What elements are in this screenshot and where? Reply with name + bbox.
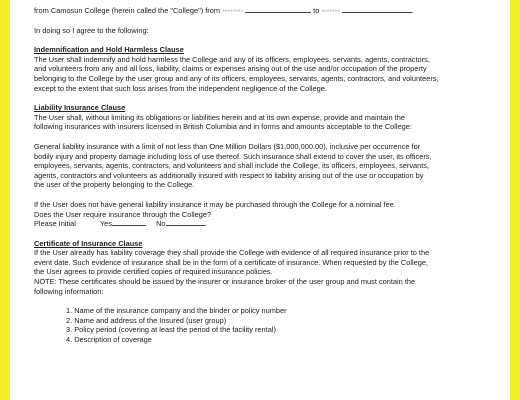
text-line: NOTE: These certificates should be issued by the insurer or insurance broker of the user group and must contain the	[34, 277, 416, 287]
text-line: event date. Such evidence of insurance shall be in the form of a certificate of insurance. When requested by the College,	[34, 257, 428, 267]
text-line: except to the extent that such loss arises from the independent negligence of the College.	[34, 83, 327, 93]
text-line: following information:	[34, 286, 104, 296]
from-date-blank: ▪▪▪▪▪▪▪▪	[222, 6, 244, 15]
no-initial-field[interactable]	[166, 225, 206, 226]
text-line: General liability insurance with a limit of not less than One Million Dollars ($1,000,000.00), inclusive per occurrence for	[34, 141, 421, 151]
text-line: and volunteers from any and all loss, liability, claims or expenses arising out of the use and/or occupation of the property	[34, 64, 427, 74]
text-line: agents, contractors and volunteers as additionally insured with respect to liability arising out of the use or occupation by	[34, 170, 424, 180]
initial-line	[34, 219, 486, 229]
liability-heading: Liability Insurance Clause	[34, 103, 126, 113]
required-info-list	[34, 306, 486, 344]
list-item: 2. Name and address of the Insured (user group)	[66, 315, 227, 325]
text-line: The User shall, without limiting its obligations or liabilities herein and at its own expense, provide and maintain the	[34, 112, 405, 122]
certificate-paragraph	[34, 248, 486, 296]
list-item: 4. Description of coverage	[66, 335, 152, 345]
text-line: If the User does not have general liability insurance it may be purchased through the College for a nominal fee.	[34, 199, 396, 209]
intro-line	[34, 6, 486, 16]
indemnification-heading: Indemnification and Hold Harmless Clause	[34, 45, 184, 55]
spacer	[34, 296, 486, 306]
document-body	[34, 6, 486, 345]
text-line: belonging to the College by the user group and any of its officers, employees, servants, agents, contractors, and volunteers,	[34, 73, 439, 83]
indemnification-paragraph	[34, 55, 486, 93]
spacer	[34, 132, 486, 142]
intro-to: to	[313, 6, 320, 15]
list-item: 3. Policy period (covering at least the period of the facility rental)	[66, 325, 276, 335]
to-date-blank: ▪▪▪▪▪▪▪	[321, 6, 340, 15]
text-line: The User shall indemnify and hold harmless the College and any of its officers, employees, servants, agents, contractors,	[34, 54, 430, 64]
liability-paragraph-3	[34, 200, 486, 219]
yes-label: Yes	[99, 219, 112, 229]
spacer	[34, 190, 486, 200]
text-line: following insurances with insurers licensed in British Columbia and in forms and amounts acceptable to the College:	[34, 122, 412, 132]
text-line: If the User already has liability coverage they shall provide the College with evidence of all required insurance prior to the	[34, 248, 430, 258]
text-line: Does the User require insurance through the College?	[34, 209, 212, 219]
yes-initial-field[interactable]	[112, 225, 146, 226]
text-line: bodily injury and property damage including loss of use thereof. Such insurance shall extend to cover the user, its officers,	[34, 151, 432, 161]
from-date-line	[245, 12, 311, 13]
spacer	[34, 229, 486, 239]
document-page	[10, 0, 510, 400]
spacer	[34, 35, 486, 45]
agree-line: In doing so I agree to the following:	[34, 25, 149, 35]
liability-paragraph-2	[34, 142, 486, 190]
initial-label: Please Initial	[34, 219, 76, 229]
intro-prefix: from Camosun College (herein called the "College") from	[34, 6, 220, 15]
certificate-heading: Certificate of Insurance Clause	[34, 238, 143, 248]
spacer	[34, 93, 486, 103]
intro-suffix: .	[411, 6, 414, 15]
text-line: the user of the property belonging to the College.	[34, 180, 195, 190]
text-line: employees, servants, agents, contractors, and volunteers and shall include the College, its officers, employees, servants,	[34, 161, 430, 171]
spacer	[34, 16, 486, 26]
text-line: the User agrees to provide certified copies of required insurance policies.	[34, 267, 273, 277]
list-item: 1. Name of the insurance company and the binder or policy number	[66, 306, 287, 316]
to-date-line	[342, 12, 412, 13]
liability-paragraph-1	[34, 113, 486, 132]
no-label: No	[156, 219, 166, 229]
